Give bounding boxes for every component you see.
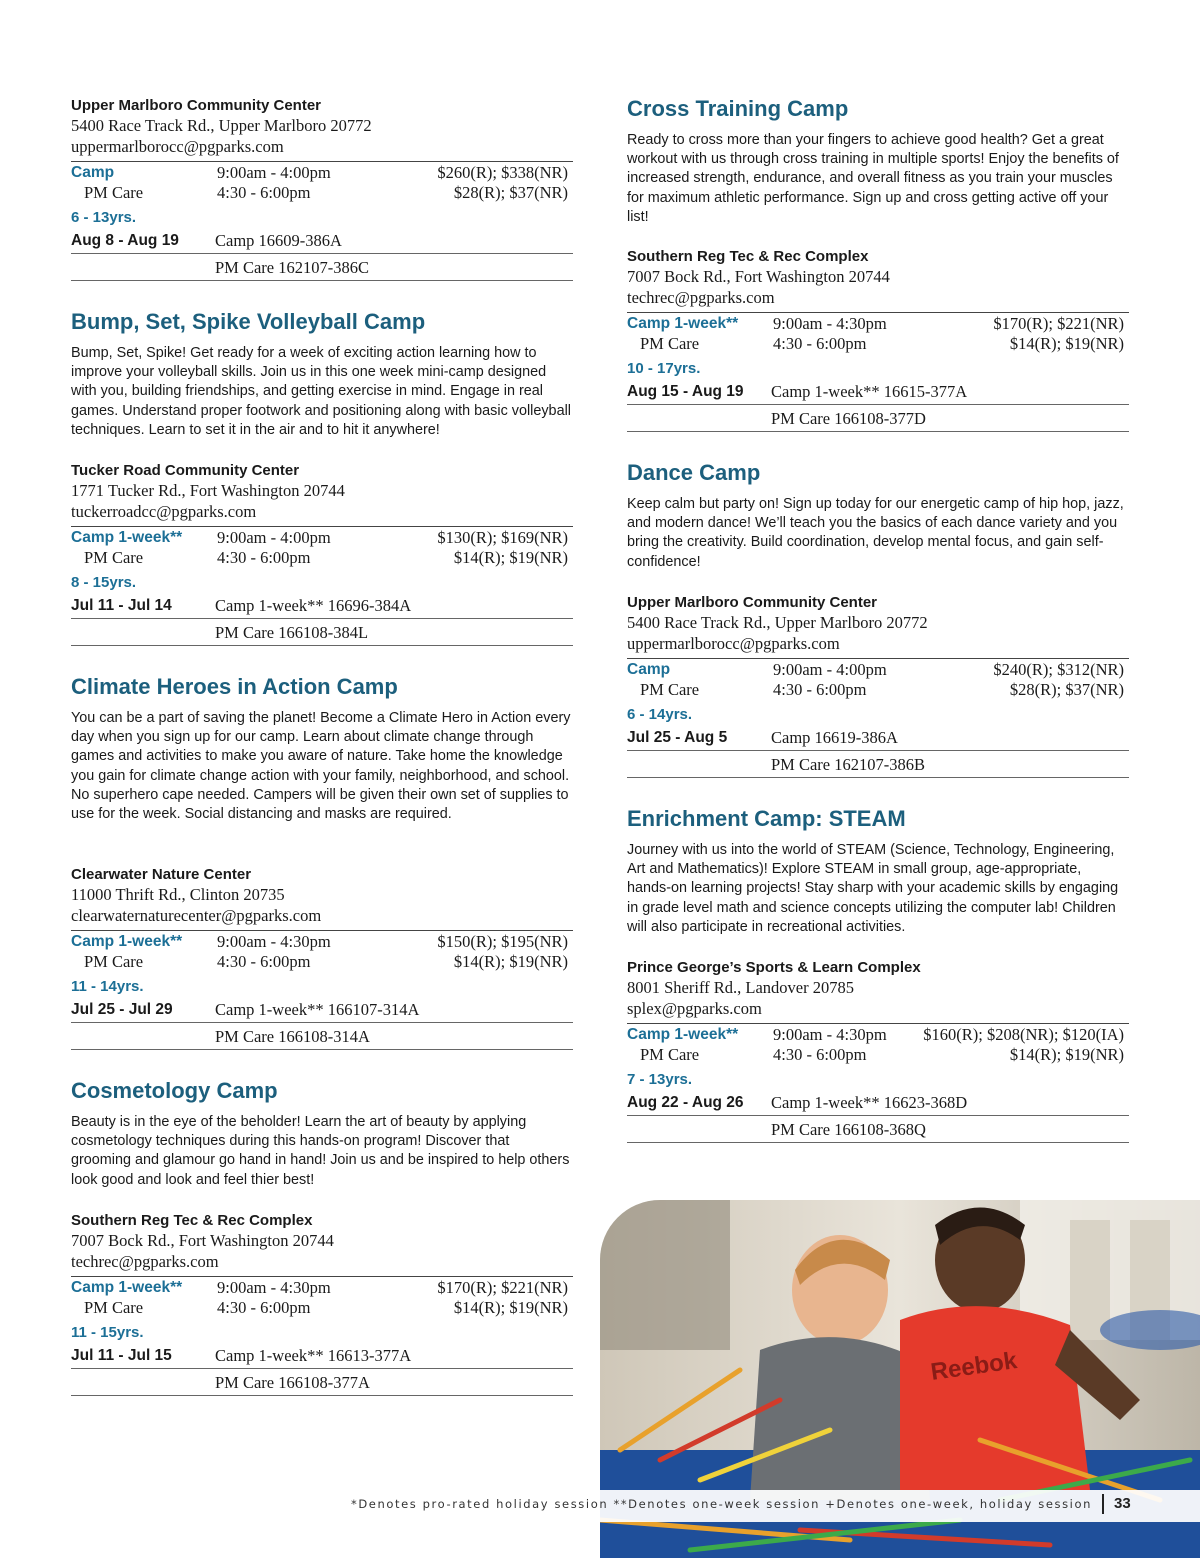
course-code: PM Care 166108-314A [215,1027,370,1046]
location-address: 8001 Sheriff Rd., Landover 20785 [627,978,854,997]
session-label: Camp 1-week** [71,933,183,950]
course-code: PM Care 162107-386C [215,258,369,277]
camp-title: Bump, Set, Spike Volleyball Camp [71,309,426,334]
camp-description: Journey with us into the world of STEAM (Science, Technology, Engineering, Art and Mathematics)! Explore STEAM in small group, age-appropriate, hands-on learning projects! Stay sharp with your academic skills by engaging in grade level math and science concepts utilizing the computer lab! Children will also participate in recreational activities. [627,842,1119,935]
session-label: Camp 1-week** [71,529,183,546]
course-code-row [71,593,573,619]
session-time: 9:00am - 4:30pm [773,314,887,333]
camp-title: Cross Training Camp [627,96,849,121]
schedule-table [71,1276,573,1399]
camp-description: Keep calm but party on! Sign up today for our energetic camp of hip hop, jazz, and modern dance! We’ll teach you the basics of each dance variety and you bring the creativity. Build coordination, develop mental focus, and gain self-confidence! [627,496,1124,570]
course-code: Camp 16619-386A [771,728,898,747]
session-dates: Jul 11 - Jul 14 [71,597,172,614]
schedule-row-camp [71,1277,573,1298]
session-price: $28(R); $37(NR) [1009,680,1124,699]
location-email[interactable]: tuckerroadcc@pgparks.com [71,501,257,521]
location-address: 7007 Bock Rd., Fort Washington 20744 [627,267,890,286]
course-code-row [627,1090,1129,1116]
course-code: PM Care 166108-377D [771,409,926,428]
schedule-row-pm-care [71,547,573,568]
location-name: Upper Marlboro Community Center [71,97,322,114]
schedule-row-camp [627,313,1129,334]
course-code: Camp 1-week** 16623-368D [771,1093,968,1112]
session-label: PM Care [640,334,700,353]
course-code-row [71,1024,573,1050]
course-code-row [71,1370,573,1396]
location-name: Clearwater Nature Center [71,866,252,883]
course-code: PM Care 166108-377A [215,1373,370,1392]
session-dates: Jul 11 - Jul 15 [71,1347,172,1364]
camp-title: Dance Camp [627,460,761,485]
schedule-row-pm-care [627,333,1129,354]
location-address: 5400 Race Track Rd., Upper Marlboro 20772 [71,116,372,135]
session-dates: Aug 22 - Aug 26 [627,1094,744,1111]
location-email[interactable]: techrec@pgparks.com [71,1251,219,1271]
age-range: 7 - 13yrs. [627,1071,693,1088]
location-name: Prince George’s Sports & Learn Complex [627,959,921,976]
course-code-row [627,406,1129,432]
session-time: 4:30 - 6:00pm [217,548,311,567]
camp-title: Cosmetology Camp [71,1078,278,1103]
course-code: PM Care 162107-386B [771,755,925,774]
session-label: PM Care [84,548,144,567]
course-code-row [71,255,573,281]
course-code: Camp 16609-386A [215,231,342,250]
steam-session [627,957,1129,1146]
session-label: Camp 1-week** [627,1026,739,1043]
camp-title: Enrichment Camp: STEAM [627,806,906,831]
schedule-table [627,658,1129,781]
camp-description: You can be a part of saving the planet! Become a Climate Hero in Action every day when you sign up for our camp. Learn about climate change through games and activities to make you aware of nature. Take home the knowledge you gain for climate change action with your family, neighborhood, and school. No superhero cape needed. Campers will be given their own set of supplies to use for the week. Social distancing and masks are required. [71,710,571,823]
schedule-table [71,526,573,649]
course-code-row [71,1343,573,1369]
session-label: PM Care [84,952,144,971]
cosmetology-camp [71,1077,573,1190]
dance-camp [627,459,1129,572]
session-time: 9:00am - 4:30pm [773,1025,887,1044]
session-label: Camp [71,164,115,181]
age-range: 11 - 14yrs. [71,978,144,995]
course-code-row [71,620,573,646]
schedule-row-camp [627,659,1129,680]
session-price: $14(R); $19(NR) [1009,1045,1124,1064]
course-code: Camp 1-week** 16613-377A [215,1346,412,1365]
session-dates: Jul 25 - Jul 29 [71,1001,173,1018]
course-code: PM Care 166108-384L [215,623,369,642]
camp-description: Ready to cross more than your fingers to achieve good health? Get a great workout with us through cross training in multiple sports! Enjoy the benefits of increased strength, endurance, and overall fitness as you train your muscles for maximum athletic performance. Sign up and cross getting active off your list! [627,132,1119,225]
cross-training-session [627,246,1129,435]
climate-heroes-camp [71,673,573,824]
location-email[interactable]: uppermarlborocc@pgparks.com [627,633,840,653]
session-price: $14(R); $19(NR) [453,548,568,567]
upper-marlboro-session [71,95,573,284]
location-name: Southern Reg Tec & Rec Complex [71,1212,313,1229]
session-dates: Aug 8 - Aug 19 [71,232,179,249]
volleyball-camp [71,308,573,440]
session-label: Camp 1-week** [627,315,739,332]
location-email[interactable]: uppermarlborocc@pgparks.com [71,136,284,156]
age-range: 6 - 14yrs. [627,706,693,723]
schedule-row-camp [71,162,573,183]
session-label: PM Care [84,183,144,202]
session-price: $240(R); $312(NR) [993,660,1124,679]
dance-session [627,592,1129,781]
course-code-row [627,725,1129,751]
schedule-row-pm-care [71,1297,573,1318]
camp-description: Beauty is in the eye of the beholder! Learn the art of beauty by applying cosmetology techniques during this hands-on program! Discover that grooming and glamour go hand in hand! Join us and be inspired to help others look good and look and feel thier best! [71,1114,570,1188]
age-range: 8 - 15yrs. [71,574,137,591]
session-time: 4:30 - 6:00pm [773,1045,867,1064]
session-time: 4:30 - 6:00pm [217,952,311,971]
session-time: 9:00am - 4:00pm [773,660,887,679]
schedule-table [71,930,573,1053]
session-time: 9:00am - 4:00pm [217,163,331,182]
session-time: 4:30 - 6:00pm [773,680,867,699]
cross-training-camp [627,95,1129,227]
course-code-row [627,379,1129,405]
page-number: 33 [1114,1495,1131,1512]
location-name: Upper Marlboro Community Center [627,594,878,611]
course-code: Camp 1-week** 16615-377A [771,382,968,401]
steam-camp [627,805,1129,937]
session-label: PM Care [640,680,700,699]
course-code-row [627,1117,1129,1143]
schedule-row-camp [627,1024,1129,1045]
session-time: 4:30 - 6:00pm [217,1298,311,1317]
age-range: 11 - 15yrs. [71,1324,144,1341]
session-price: $130(R); $169(NR) [437,528,568,547]
session-time: 9:00am - 4:00pm [217,528,331,547]
location-email[interactable]: clearwaternaturecenter@pgparks.com [71,905,322,925]
location-address: 1771 Tucker Rd., Fort Washington 20744 [71,481,345,500]
schedule-table [627,312,1129,435]
schedule-row-pm-care [627,1044,1129,1065]
schedule-row-pm-care [71,182,573,203]
location-address: 5400 Race Track Rd., Upper Marlboro 20772 [627,613,928,632]
age-range: 6 - 13yrs. [71,209,137,226]
page-number-divider [1102,1494,1104,1514]
session-label: PM Care [84,1298,144,1317]
climate-heroes-session [71,864,573,1053]
schedule-table [71,161,573,284]
course-code: PM Care 166108-368Q [771,1120,926,1139]
session-price: $170(R); $221(NR) [993,314,1124,333]
session-label: Camp 1-week** [71,1279,183,1296]
schedule-row-pm-care [71,951,573,972]
session-time: 4:30 - 6:00pm [773,334,867,353]
cosmetology-session [71,1210,573,1399]
schedule-table [627,1023,1129,1146]
course-code-row [71,228,573,254]
session-dates: Jul 25 - Aug 5 [627,729,728,746]
session-price: $170(R); $221(NR) [437,1278,568,1297]
camp-title: Climate Heroes in Action Camp [71,674,398,699]
session-time: 9:00am - 4:30pm [217,932,331,951]
session-price: $14(R); $19(NR) [453,1298,568,1317]
schedule-row-camp [71,931,573,952]
session-price: $14(R); $19(NR) [453,952,568,971]
course-code: Camp 1-week** 16696-384A [215,596,412,615]
schedule-row-pm-care [627,679,1129,700]
session-price: $150(R); $195(NR) [437,932,568,951]
session-price: $28(R); $37(NR) [453,183,568,202]
location-address: 7007 Bock Rd., Fort Washington 20744 [71,1231,334,1250]
shirt-logo-text: Reebok [929,1347,1019,1386]
session-time: 4:30 - 6:00pm [217,183,311,202]
session-dates: Aug 15 - Aug 19 [627,383,744,400]
course-code: Camp 1-week** 166107-314A [215,1000,420,1019]
camp-description: Bump, Set, Spike! Get ready for a week of exciting action learning how to improve your volleyball skills. Join us in this one week mini-camp designed with you, building friendships, and getting exercise in mind. Engage in real games. Understand proper footwork and positioning along with basic volleyball techniques. Learn to set it in the air and to hit it anywhere! [71,345,571,438]
session-price: $260(R); $338(NR) [437,163,568,182]
location-name: Southern Reg Tec & Rec Complex [627,248,869,265]
session-price: $160(R); $208(NR); $120(IA) [923,1025,1124,1044]
location-email[interactable]: techrec@pgparks.com [627,287,775,307]
session-label: Camp [627,661,671,678]
volleyball-session [71,460,573,649]
schedule-row-camp [71,527,573,548]
location-name: Tucker Road Community Center [71,462,300,479]
location-email[interactable]: splex@pgparks.com [627,998,762,1018]
session-price: $14(R); $19(NR) [1009,334,1124,353]
course-code-row [627,752,1129,778]
age-range: 10 - 17yrs. [627,360,701,377]
session-time: 9:00am - 4:30pm [217,1278,331,1297]
course-code-row [71,997,573,1023]
footnote: *Denotes pro-rated holiday session **Denotes one-week session +Denotes one-week, holiday session [351,1497,1092,1511]
location-address: 11000 Thrift Rd., Clinton 20735 [71,885,285,904]
session-label: PM Care [640,1045,700,1064]
